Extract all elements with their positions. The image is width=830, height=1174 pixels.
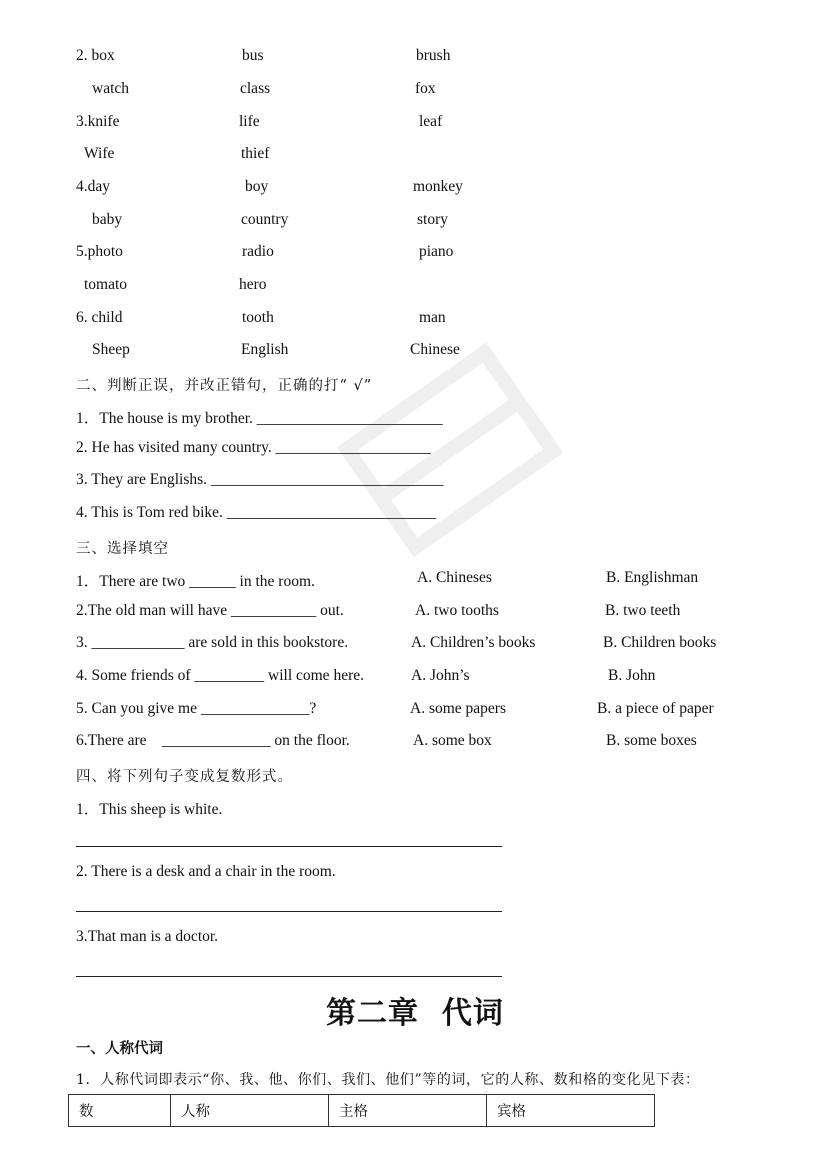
answer-line <box>76 976 502 977</box>
sub-heading: 一、人称代词 <box>76 1041 163 1057</box>
word-cell: piano <box>419 243 454 260</box>
exercise-item: 2. He has visited many country. ____________________ <box>76 439 431 456</box>
exercise-item: 2. There is a desk and a chair in the room. <box>76 863 336 880</box>
word-cell: Sheep <box>92 341 130 358</box>
word-cell: monkey <box>413 178 463 195</box>
word-cell: tooth <box>242 309 274 326</box>
word-cell: 2. box <box>76 47 115 64</box>
word-cell: boy <box>245 178 269 195</box>
answer-line <box>76 846 502 847</box>
question-text: 6.There are ______________ on the floor. <box>76 732 350 749</box>
section-heading: 三、选择填空 <box>76 541 169 557</box>
exercise-item: 3.That man is a doctor. <box>76 928 219 945</box>
word-cell: 4.day <box>76 178 111 195</box>
word-cell: tomato <box>84 276 128 293</box>
word-cell: Wife <box>84 145 115 162</box>
exercise-item: 1．This sheep is white. <box>76 801 223 818</box>
word-cell: baby <box>92 211 123 228</box>
question-text: 3. ____________ are sold in this bookstore. <box>76 634 349 651</box>
table-header-cell: 数 <box>69 1095 171 1127</box>
word-cell: radio <box>242 243 274 260</box>
question-text: 1．There are two ______ in the room. <box>76 573 315 590</box>
table-header-cell: 宾格 <box>487 1095 655 1127</box>
word-cell: brush <box>416 47 451 64</box>
option-b: B. John <box>608 667 656 684</box>
section-heading: 四、将下列句子变成复数形式。 <box>76 769 293 785</box>
word-cell: country <box>241 211 289 228</box>
exercise-item: 3. They are Englishs. ______________________________ <box>76 471 444 488</box>
answer-line <box>76 911 502 912</box>
option-b: B. a piece of paper <box>597 700 714 717</box>
option-a: A. some papers <box>410 700 506 717</box>
option-a: A. some box <box>413 732 492 749</box>
table-header-row <box>69 1095 655 1127</box>
question-text: 4. Some friends of _________ will come here. <box>76 667 364 684</box>
word-cell: 3.knife <box>76 113 120 130</box>
word-cell: hero <box>239 276 267 293</box>
word-cell: life <box>239 113 260 130</box>
word-cell: thief <box>241 145 270 162</box>
word-cell: bus <box>242 47 264 64</box>
option-b: B. some boxes <box>606 732 697 749</box>
option-a: A. Children’s books <box>411 634 536 651</box>
option-b: B. Englishman <box>606 569 699 586</box>
exercise-item: 4. This is Tom red bike. ___________________________ <box>76 504 437 521</box>
word-cell: class <box>240 80 271 97</box>
question-text: 2.The old man will have ___________ out. <box>76 602 344 619</box>
option-a: A. Chineses <box>417 569 492 586</box>
table-header-cell: 主格 <box>329 1095 487 1127</box>
option-b: B. Children books <box>603 634 717 651</box>
word-cell: 6. child <box>76 309 123 326</box>
word-cell: watch <box>92 80 130 97</box>
word-cell: fox <box>415 80 436 97</box>
word-cell: English <box>241 341 289 358</box>
question-text: 5. Can you give me ______________? <box>76 700 317 717</box>
word-cell: story <box>417 211 448 228</box>
word-cell: leaf <box>419 113 443 130</box>
word-cell: 5.photo <box>76 243 123 260</box>
option-b: B. two teeth <box>605 602 681 619</box>
option-a: A. two tooths <box>415 602 499 619</box>
word-cell: Chinese <box>410 341 460 358</box>
table-header-cell: 人称 <box>171 1095 329 1127</box>
pronoun-table <box>68 1094 655 1127</box>
intro-text: 1．人称代词即表示“你、我、他、你们、我们、他们”等的词，它的人称、数和格的变化见下表： <box>76 1072 700 1088</box>
word-cell: man <box>419 309 446 326</box>
section-heading: 二、判断正误，并改正错句，正确的打“ √” <box>76 378 373 394</box>
exercise-item: 1．The house is my brother. ________________________ <box>76 410 443 427</box>
chapter-title: 第二章 代词 <box>326 996 504 1031</box>
option-a: A. John’s <box>411 667 470 684</box>
